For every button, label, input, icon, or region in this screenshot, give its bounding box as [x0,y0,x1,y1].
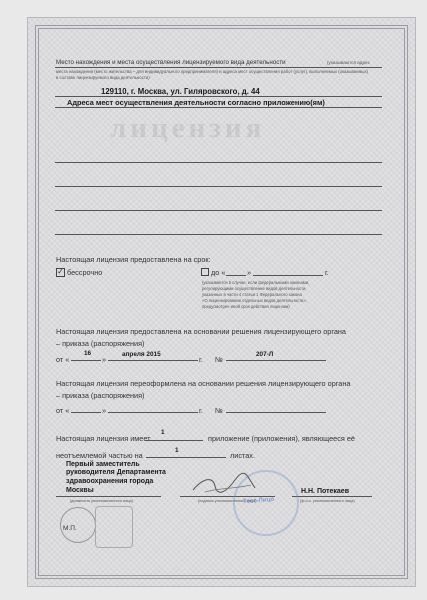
term-indefinite: бессрочно [67,268,103,277]
header-title: Место нахождения и места осуществления лицензируемого вида деятельности [56,59,286,66]
reissue-line2: – приказа (распоряжения) [56,391,145,400]
rule [56,496,161,497]
sheets-prefix: неотъемлемой частью на [56,451,143,460]
rule [55,96,382,97]
caption-signature: (подпись уполномоченного лица) [198,499,257,503]
rule [292,496,372,497]
sheets-suffix: листах. [230,451,255,460]
header-title-note: (указываются адрес [327,60,370,65]
reissue-number-label: № [215,406,223,415]
term-note-4: «О лицензировании отдельных видов деятельности», [202,298,307,303]
header-note-3: в составе лицензируемого вида деятельности) [56,75,150,80]
address: 129110, г. Москва, ул. Гиляровского, д. 44 [101,87,260,96]
term-note-2: регулирующими осуществление видов деятельности, [202,286,307,291]
basis-day: 16 [84,350,92,357]
term-until-mid: » [247,268,252,277]
basis-number-label: № [215,355,223,364]
rule [71,412,101,413]
rule [108,360,198,361]
signatory-line3: здравоохранения города [66,478,154,485]
coat-of-arms-icon [95,506,133,548]
checkbox-indefinite: ✓ [57,267,64,276]
appendix-count-value: 1 [161,429,165,436]
basis-month: апреля 2015 [122,351,161,358]
term-until-prefix: до « [211,268,226,277]
rule [226,275,246,276]
basis-month-close: » [102,355,107,364]
appendix-count-prefix: Настоящая лицензия имеет [56,434,151,443]
term-year: г. [325,268,329,277]
term-label: Настоящая лицензия предоставлена на срок: [56,255,211,264]
basis-line1: Настоящая лицензия предоставлена на основании решения лицензирующего органа [56,327,346,336]
rule [55,186,382,187]
basis-number: 207-Л [256,351,274,358]
rule [55,162,382,163]
signatory-line2: руководителя Департамента [66,469,166,476]
rule [55,234,382,235]
term-note-1: (указывается в случае, если федеральными законами, [202,280,310,285]
reissue-from: от « [56,406,70,415]
rule [71,360,101,361]
stamp-text: Тест-Лицо [242,495,275,506]
signatory-line4: Москвы [66,487,94,494]
reissue-year: г. [199,406,203,415]
basis-from: от « [56,355,70,364]
term-note-3: указанных в части 4 статьи 1 Федерального закона [202,292,302,297]
signatory-line1: Первый заместитель [66,461,140,468]
rule [146,457,226,458]
signatory-name: Н.Н. Потекаев [301,488,349,495]
rule [55,210,382,211]
rule [145,440,203,441]
reissue-line1: Настоящая лицензия переоформлена на основании решения лицензирующего органа [56,379,351,388]
rule [226,412,326,413]
basis-year: г. [199,355,203,364]
caption-position: (должность уполномоченного лица) [70,499,133,503]
rule [55,107,382,108]
caption-name: (ф.и.о. уполномоченного лица) [300,499,355,503]
rule [253,275,323,276]
mp-label: М.П. [63,525,77,532]
reissue-month-close: » [102,406,107,415]
basis-line2: – приказа (распоряжения) [56,339,145,348]
appendix-address: Адреса мест осуществления деятельности согласно приложению(ям) [67,98,325,107]
checkbox-until [201,268,209,276]
rule [108,412,198,413]
watermark: лицензия [110,112,266,144]
header-note-2: места нахождения (место жительства – для индивидуального предпринимателя) и адреса мест осуществления работ (услуг), выполняемых (оказываемых) [56,69,369,74]
appendix-count-suffix: приложение (приложения), являющееся её [208,434,355,443]
term-note-5: предусмотрен иной срок действия лицензии) [202,304,290,309]
rule [226,360,326,361]
sheets-value: 1 [175,447,179,454]
rule [55,67,382,68]
